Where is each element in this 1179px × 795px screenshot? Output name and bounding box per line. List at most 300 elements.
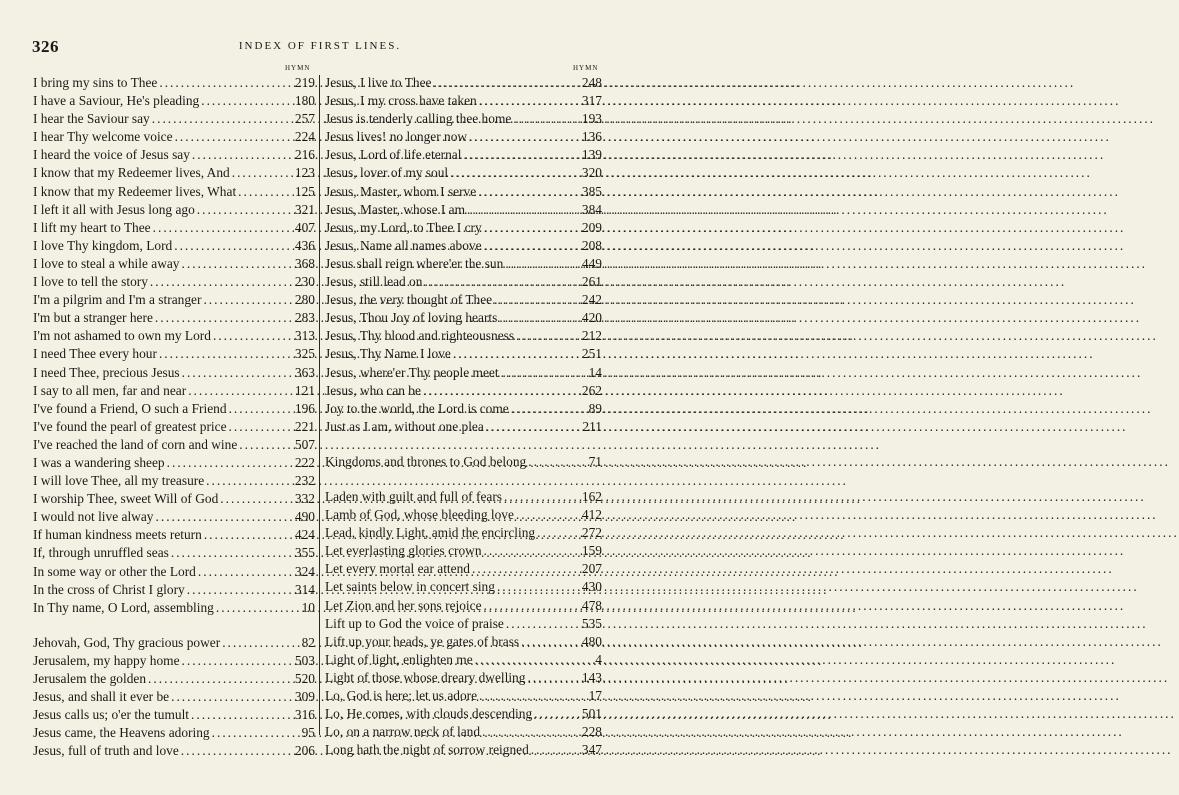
hymn-number: 193 xyxy=(581,111,602,127)
hymn-number: 125 xyxy=(294,183,315,199)
hymn-number: 503 xyxy=(294,652,315,668)
dot-leader xyxy=(204,472,295,490)
first-line-text: Jesus, Thy Name I love xyxy=(325,346,451,362)
first-line-text: Let everlasting glories crown xyxy=(325,543,482,559)
index-entry[interactable] xyxy=(33,382,315,400)
hymn-number: 363 xyxy=(294,364,315,380)
index-entry[interactable] xyxy=(325,201,602,219)
index-entry[interactable] xyxy=(325,705,602,723)
index-entry[interactable] xyxy=(33,706,315,724)
hymn-number: 224 xyxy=(294,129,315,145)
hymn-number: 4 xyxy=(595,651,602,667)
index-entry[interactable] xyxy=(33,688,315,706)
first-line-text: In some way or other the Lord xyxy=(33,563,196,579)
hymn-number: 257 xyxy=(294,111,315,127)
first-line-text: Jesus, who can be xyxy=(325,382,421,398)
dot-leader xyxy=(211,327,295,345)
first-line-text: Just as I am, without one plea xyxy=(325,418,484,434)
index-entry[interactable] xyxy=(33,670,315,688)
dot-leader xyxy=(470,560,582,578)
dot-leader xyxy=(236,183,295,201)
dot-leader xyxy=(180,364,295,382)
index-entry[interactable] xyxy=(325,651,602,669)
section-gap xyxy=(33,617,315,634)
dot-leader xyxy=(482,597,582,615)
hymn-number: 320 xyxy=(581,165,602,181)
first-line-text: Lo, God is here; let us adore xyxy=(325,688,478,703)
first-line-text: I'm but a stranger here xyxy=(33,310,153,326)
hymn-number: 261 xyxy=(581,274,602,290)
index-entry[interactable] xyxy=(33,652,315,670)
dot-leader xyxy=(199,92,295,110)
index-entry[interactable] xyxy=(325,128,602,146)
first-line-text: Lift up your heads, ye gates of brass xyxy=(325,633,520,649)
first-line-text: Lo, He comes, with clouds descending xyxy=(325,706,533,722)
dot-leader xyxy=(476,183,582,201)
index-entry[interactable] xyxy=(325,560,602,578)
index-entry[interactable] xyxy=(325,741,602,759)
hymn-number: 347 xyxy=(581,742,602,758)
hymn-number: 384 xyxy=(581,201,602,217)
dot-leader xyxy=(172,237,295,255)
first-line-text: Jesus calls us; o'er the tumult xyxy=(33,707,190,723)
page-number: 326 xyxy=(32,37,59,56)
dot-leader xyxy=(179,742,295,760)
dot-leader xyxy=(431,74,581,92)
dot-leader xyxy=(509,400,589,418)
dot-leader xyxy=(451,345,582,363)
dot-leader xyxy=(185,581,295,599)
first-line-text: In Thy name, O Lord, assembling xyxy=(33,599,214,615)
first-line-text: Lo, on a narrow neck of land xyxy=(325,724,481,740)
first-line-text: Long hath the night of sorrow reigned xyxy=(325,742,529,758)
index-entry[interactable] xyxy=(325,92,602,110)
hymn-number: 230 xyxy=(294,274,315,290)
dot-leader xyxy=(511,110,582,128)
hymn-number: 139 xyxy=(581,147,602,163)
first-line-text: I'm a pilgrim and I'm a stranger xyxy=(33,292,202,308)
dot-leader xyxy=(186,382,295,400)
index-entry[interactable] xyxy=(33,201,315,219)
index-entry[interactable] xyxy=(33,526,315,544)
first-line-text: I would not live alway xyxy=(33,509,154,525)
index-entry[interactable] xyxy=(33,291,315,309)
first-line-text: Jesus, where'er Thy people meet xyxy=(325,364,499,380)
hymn-number: 216 xyxy=(294,147,315,163)
dot-leader xyxy=(151,219,295,237)
first-line-text: If human kindness meets return xyxy=(33,527,202,543)
left-index-column xyxy=(33,74,315,760)
dot-leader xyxy=(227,400,295,418)
index-entry[interactable] xyxy=(33,418,315,436)
first-line-text: Jesus lives! no longer now xyxy=(325,129,468,145)
index-entry[interactable] xyxy=(33,544,315,562)
dot-leader xyxy=(499,364,589,382)
hymn-number: 212 xyxy=(581,328,602,344)
index-entry[interactable] xyxy=(325,418,602,436)
first-line-text: I say to all men, far and near xyxy=(33,382,187,398)
first-line-text: I love Thy kingdom, Lord xyxy=(33,237,173,253)
hymn-number: 222 xyxy=(294,454,315,470)
hymn-number: 162 xyxy=(581,488,602,504)
index-entry[interactable] xyxy=(33,581,315,599)
index-entry[interactable] xyxy=(33,345,315,363)
index-entry[interactable] xyxy=(325,453,602,471)
dot-leader xyxy=(535,524,582,542)
running-title: INDEX OF FIRST LINES. xyxy=(238,40,402,52)
dot-leader xyxy=(421,382,582,400)
first-line-text: Lead, kindly Light, amid the encircling xyxy=(325,525,536,541)
dot-leader xyxy=(157,345,295,363)
index-entry[interactable] xyxy=(325,400,602,418)
first-line-text: I love to steal a while away xyxy=(33,255,180,271)
hymn-number: 121 xyxy=(294,382,315,398)
hymn-number: 309 xyxy=(294,689,315,705)
index-entry[interactable] xyxy=(33,364,315,382)
dot-leader xyxy=(482,542,582,560)
hymn-number: 232 xyxy=(294,473,315,489)
hymn-number: 228 xyxy=(581,724,602,740)
index-entry[interactable] xyxy=(33,309,315,327)
index-entry[interactable] xyxy=(33,237,315,255)
dot-leader xyxy=(173,128,295,146)
dot-leader xyxy=(180,255,295,273)
first-line-text: Jesus, I my cross have taken xyxy=(325,93,477,109)
hymn-number: 535 xyxy=(581,615,602,631)
dot-leader xyxy=(148,273,295,291)
hymn-number: 211 xyxy=(582,418,602,434)
first-line-text: Jehovah, God, Thy gracious power xyxy=(33,634,221,650)
index-entry[interactable] xyxy=(325,327,602,345)
first-line-text: I've found a Friend, O such a Friend xyxy=(33,400,227,416)
index-entry[interactable] xyxy=(325,524,602,542)
first-line-text: Jesus, full of truth and love xyxy=(33,743,179,759)
index-entry[interactable] xyxy=(33,146,315,164)
first-line-text: Let Zion and her sons rejoice xyxy=(325,597,482,613)
index-entry[interactable] xyxy=(325,164,602,182)
index-entry[interactable] xyxy=(33,92,315,110)
index-entry[interactable] xyxy=(325,578,602,596)
dot-leader xyxy=(214,599,302,617)
dot-leader xyxy=(157,74,295,92)
first-line-text: I heard the voice of Jesus say xyxy=(33,147,190,163)
index-entry[interactable] xyxy=(325,237,602,255)
index-entry[interactable] xyxy=(33,219,315,237)
hymn-number: 248 xyxy=(581,75,602,90)
first-line-text: Jesus, Thou Joy of loving hearts xyxy=(325,310,498,326)
index-entry[interactable] xyxy=(325,219,602,237)
first-line-text: Joy to the world, the Lord is come xyxy=(325,400,509,416)
index-entry[interactable] xyxy=(325,633,602,651)
dot-leader xyxy=(492,291,582,309)
dot-leader xyxy=(482,219,582,237)
hymn-number: 480 xyxy=(581,633,602,649)
hymn-number: 219 xyxy=(294,75,315,90)
dot-leader xyxy=(514,506,582,524)
dot-leader xyxy=(495,578,582,596)
dot-leader xyxy=(504,615,582,633)
hymn-number: 316 xyxy=(294,707,315,723)
first-line-text: I know that my Redeemer lives, And xyxy=(33,165,230,181)
hymn-number: 317 xyxy=(581,93,602,109)
index-entry[interactable] xyxy=(33,599,315,617)
dot-leader xyxy=(169,544,295,562)
first-line-text: Jerusalem the golden xyxy=(33,671,147,686)
dot-leader xyxy=(514,327,582,345)
dot-leader xyxy=(190,146,295,164)
index-entry[interactable] xyxy=(325,687,602,705)
index-entry[interactable] xyxy=(33,400,315,418)
index-entry[interactable] xyxy=(325,291,602,309)
hymn-number: 251 xyxy=(581,346,602,362)
hymn-number: 208 xyxy=(581,237,602,253)
first-line-text: Light of those whose dreary dwelling xyxy=(325,669,526,685)
first-line-text: I hear the Saviour say xyxy=(33,111,150,127)
first-line-text: Jesus, Name all names above xyxy=(325,237,482,253)
dot-leader xyxy=(519,633,582,651)
index-entry[interactable] xyxy=(33,742,315,760)
dot-leader xyxy=(220,634,301,652)
dot-leader xyxy=(473,651,596,669)
hymn-number: 136 xyxy=(581,129,602,145)
hymn-number: 313 xyxy=(294,328,315,344)
dot-leader xyxy=(210,724,302,742)
index-entry[interactable] xyxy=(325,309,602,327)
hymn-number: 123 xyxy=(294,165,315,181)
dot-leader xyxy=(461,146,581,164)
dot-leader xyxy=(230,164,295,182)
hymn-number: 95 xyxy=(301,725,315,741)
first-line-text: I've found the pearl of greatest price xyxy=(33,418,227,434)
index-entry[interactable] xyxy=(33,508,315,526)
hymn-number: 209 xyxy=(581,219,602,235)
index-entry[interactable] xyxy=(33,490,315,508)
dot-leader xyxy=(169,688,295,706)
hymn-number: 407 xyxy=(294,219,315,235)
dot-leader xyxy=(146,670,295,688)
first-line-text: I hear Thy welcome voice xyxy=(33,129,173,145)
hymn-number: 242 xyxy=(581,292,602,308)
first-line-text: I left it all with Jesus long ago xyxy=(33,201,195,217)
first-line-text: Jerusalem, my happy home xyxy=(33,652,180,668)
first-line-text: I need Thee every hour xyxy=(33,346,157,362)
dot-leader xyxy=(477,92,582,110)
hymn-number: 420 xyxy=(581,310,602,326)
index-entry[interactable] xyxy=(33,436,315,454)
first-line-text: Jesus, Thy blood and righteousness xyxy=(325,328,515,344)
dot-leader xyxy=(189,706,295,724)
index-entry[interactable] xyxy=(33,273,315,291)
index-entry[interactable] xyxy=(325,506,602,524)
first-line-text: I'm not ashamed to own my Lord xyxy=(33,328,211,344)
first-line-text: Jesus, Lord of life eternal xyxy=(325,147,462,163)
index-entry[interactable] xyxy=(325,615,602,633)
index-entry[interactable] xyxy=(325,488,602,506)
dot-leader xyxy=(237,436,295,454)
hymn-number: 17 xyxy=(588,688,602,703)
dot-leader xyxy=(482,237,582,255)
dot-leader xyxy=(484,418,583,436)
hymn-number: 424 xyxy=(294,527,315,543)
hymn-number: 207 xyxy=(581,561,602,577)
hymn-column-label-right: HYMN xyxy=(573,64,599,72)
right-index-column xyxy=(325,74,602,759)
hymn-number: 272 xyxy=(581,525,602,541)
first-line-text: I've reached the land of corn and wine xyxy=(33,436,238,452)
first-line-text: Lift up to God the voice of praise xyxy=(325,615,504,631)
hymn-number: 314 xyxy=(294,581,315,597)
index-entry[interactable] xyxy=(33,724,315,742)
hymn-number: 196 xyxy=(294,400,315,416)
hymn-number: 436 xyxy=(294,237,315,253)
index-entry[interactable] xyxy=(325,542,602,560)
hymn-number: 332 xyxy=(294,491,315,507)
first-line-text: Jesus, Master, whose I am xyxy=(325,201,466,217)
dot-leader xyxy=(532,705,582,723)
hymn-number: 159 xyxy=(581,543,602,559)
first-line-text: Jesus, my Lord, to Thee I cry xyxy=(325,219,482,235)
hymn-number: 507 xyxy=(294,436,315,452)
index-entry[interactable] xyxy=(33,74,315,92)
index-entry[interactable] xyxy=(325,382,602,400)
dot-leader xyxy=(467,128,582,146)
dot-leader xyxy=(154,508,295,526)
index-entry[interactable] xyxy=(33,472,315,490)
first-line-text: I have a Saviour, He's pleading xyxy=(33,93,200,109)
first-line-text: Jesus, and shall it ever be xyxy=(33,689,170,705)
dot-leader xyxy=(480,723,582,741)
hymn-column-label-left: HYMN xyxy=(285,64,311,72)
dot-leader xyxy=(448,164,582,182)
dot-leader xyxy=(196,563,295,581)
page-header xyxy=(32,37,608,59)
index-entry[interactable] xyxy=(33,128,315,146)
hymn-number: 280 xyxy=(294,292,315,308)
first-line-text: Jesus, Master, whom I serve xyxy=(325,183,477,199)
dot-leader xyxy=(195,201,295,219)
dot-leader xyxy=(497,309,582,327)
first-line-text: Lamb of God, whose bleeding love xyxy=(325,507,514,523)
first-line-text: Jesus, still lead on xyxy=(325,274,423,290)
hymn-number: 355 xyxy=(294,545,315,561)
hymn-number: 14 xyxy=(588,364,602,380)
first-line-text: Laden with guilt and full of fears xyxy=(325,488,503,504)
hymn-number: 82 xyxy=(301,634,315,650)
hymn-number: 412 xyxy=(581,507,602,523)
first-line-text: Jesus shall reign where'er the sun xyxy=(325,255,504,271)
hymn-number: 283 xyxy=(294,310,315,326)
first-line-text: Light of light, enlighten me xyxy=(325,651,473,667)
first-line-text: Let every mortal ear attend xyxy=(325,561,470,577)
hymn-number: 180 xyxy=(294,93,315,109)
index-entry[interactable] xyxy=(325,110,602,128)
index-entry[interactable] xyxy=(33,164,315,182)
index-entry[interactable] xyxy=(325,723,602,741)
index-entry[interactable] xyxy=(325,255,602,273)
hymn-number: 501 xyxy=(581,706,602,722)
index-entry[interactable] xyxy=(325,364,602,382)
hymn-number: 324 xyxy=(294,563,315,579)
index-entry[interactable] xyxy=(33,454,315,472)
index-entry[interactable] xyxy=(325,74,602,92)
first-line-text: Jesus is tenderly calling thee home xyxy=(325,111,512,127)
hymn-number: 89 xyxy=(588,400,602,416)
index-entry[interactable] xyxy=(325,273,602,291)
section-gap xyxy=(325,436,602,453)
first-line-text: I will love Thee, all my treasure xyxy=(33,473,205,489)
first-line-text: I lift my heart to Thee xyxy=(33,219,151,235)
hymn-number: 262 xyxy=(581,382,602,398)
index-entry[interactable] xyxy=(33,183,315,201)
hymn-number: 368 xyxy=(294,255,315,271)
dot-leader xyxy=(465,201,582,219)
index-entry[interactable] xyxy=(33,255,315,273)
dot-leader xyxy=(529,741,582,759)
dot-leader xyxy=(525,669,581,687)
dot-leader xyxy=(202,526,295,544)
dot-leader xyxy=(503,255,582,273)
hymn-number: 430 xyxy=(581,579,602,595)
first-line-text: If, through unruffled seas xyxy=(33,545,169,561)
first-line-text: Jesus, I live to Thee xyxy=(325,75,432,90)
hymn-number: 520 xyxy=(294,671,315,686)
first-line-text: I bring my sins to Thee xyxy=(33,75,158,90)
first-line-text: Jesus came, the Heavens adoring xyxy=(33,725,210,741)
index-entry[interactable] xyxy=(325,669,602,687)
index-entry[interactable] xyxy=(33,634,315,652)
dot-leader xyxy=(180,652,295,670)
dot-leader xyxy=(502,488,582,506)
index-entry[interactable] xyxy=(325,146,602,164)
first-line-text: Jesus, the very thought of Thee xyxy=(325,292,493,308)
index-entry[interactable] xyxy=(33,110,315,128)
hymn-number: 221 xyxy=(294,418,315,434)
hymn-number: 449 xyxy=(581,255,602,271)
hymn-number: 206 xyxy=(294,743,315,759)
first-line-text: I need Thee, precious Jesus xyxy=(33,364,180,380)
hymn-number: 478 xyxy=(581,597,602,613)
index-entry[interactable] xyxy=(325,183,602,201)
hymn-number: 490 xyxy=(294,509,315,525)
first-line-text: Kingdoms and thrones to God belong xyxy=(325,453,527,469)
hymn-number: 10 xyxy=(301,599,315,615)
first-line-text: I know that my Redeemer lives, What xyxy=(33,183,237,199)
dot-leader xyxy=(218,490,295,508)
dot-leader xyxy=(153,309,295,327)
first-line-text: I love to tell the story xyxy=(33,274,148,290)
first-line-text: Let saints below in concert sing xyxy=(325,579,495,595)
dot-leader xyxy=(526,453,588,471)
dot-leader xyxy=(201,291,294,309)
hymn-number: 71 xyxy=(588,453,602,469)
first-line-text: Jesus, lover of my soul xyxy=(325,165,449,181)
dot-leader xyxy=(477,687,589,705)
dot-leader xyxy=(422,273,581,291)
index-entry[interactable] xyxy=(33,563,315,581)
index-entry[interactable] xyxy=(33,327,315,345)
dot-leader xyxy=(227,418,295,436)
hymn-number: 325 xyxy=(294,346,315,362)
dot-leader xyxy=(150,110,295,128)
dot-leader xyxy=(165,454,295,472)
hymn-number: 321 xyxy=(294,201,315,217)
first-line-text: I worship Thee, sweet Will of God xyxy=(33,491,219,507)
first-line-text: In the cross of Christ I glory xyxy=(33,581,185,597)
hymn-number: 143 xyxy=(581,669,602,685)
index-entry[interactable] xyxy=(325,597,602,615)
hymn-number: 385 xyxy=(581,183,602,199)
index-entry[interactable] xyxy=(325,345,602,363)
